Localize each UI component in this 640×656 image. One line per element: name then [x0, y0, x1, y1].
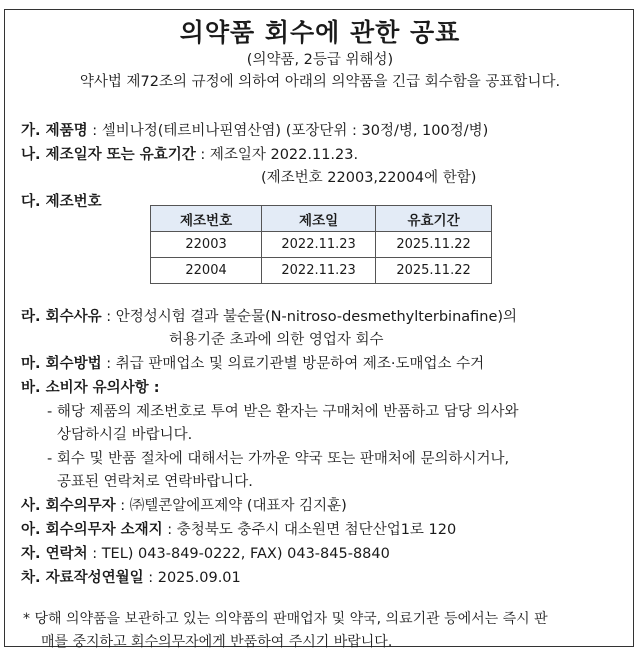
manufacture-date-cell: 2022.11.23: [262, 232, 376, 258]
expiry-date-cell: 2025.11.22: [376, 258, 492, 284]
contact-value: : TEL) 043-849-0222, FAX) 043-845-8840: [87, 546, 390, 562]
contact-label: 자. 연락처: [21, 546, 88, 562]
col-manufacture-date: 제조일: [262, 206, 376, 232]
col-expiry-date: 유효기간: [376, 206, 492, 232]
document-date-row: [21, 566, 241, 587]
consumer-notice-heading: 바. 소비자 유의사항 :: [21, 380, 160, 396]
lot-table-header: [151, 206, 492, 232]
risk-grade-subtitle: (의약품, 2등급 위해성): [246, 52, 394, 68]
manufacture-date-label: 나. 제조일자 또는 유효기간: [21, 147, 196, 163]
obligor-address-row: [21, 518, 456, 539]
recall-method-value: : 취급 판매업소 및 의료기관별 방문하여 제조·도매업소 수거: [101, 356, 485, 372]
lot-number-cell: 22004: [151, 258, 262, 284]
table-row: [151, 232, 492, 258]
lot-table: [150, 205, 492, 284]
expiry-date-cell: 2025.11.22: [376, 232, 492, 258]
footnote-line-1: * 당해 의약품을 보관하고 있는 의약품의 판매업자 및 약국, 의료기관 등에서는 즉시 판: [23, 611, 548, 627]
manufacture-date-note: (제조번호 22003,22004에 한함): [261, 170, 477, 186]
lot-number-heading: 다. 제조번호: [21, 194, 102, 210]
consumer-notice-bullet-1: - 해당 제품의 제조번호로 투여 받은 환자는 구매처에 반품하고 담당 의사와: [47, 404, 519, 420]
recall-reason-label: 라. 회수사유: [21, 309, 102, 325]
recall-reason-value: : 안정성시험 결과 불순물(N-nitroso-desmethylterbinafine)의: [101, 309, 518, 325]
manufacture-date-cell: 2022.11.23: [262, 258, 376, 284]
recall-reason-row: [21, 305, 517, 326]
obligor-address-value: : 충청북도 충주시 대소원면 첨단산업1로 120: [162, 522, 457, 538]
intro-statement: 약사법 제72조의 규정에 의하여 아래의 의약품을 긴급 회수함을 공표합니다.: [79, 74, 561, 90]
manufacture-date-row: [21, 143, 358, 164]
recall-obligor-row: [21, 494, 347, 515]
contact-row: [21, 542, 390, 563]
footnote-line-2: 매를 중지하고 회수의무자에게 반품하여 주시기 바랍니다.: [41, 634, 393, 650]
consumer-notice-bullet-2: - 회수 및 반품 절차에 대해서는 가까운 약국 또는 판매처에 문의하시거나,: [47, 451, 510, 467]
table-row: [151, 258, 492, 284]
col-lot-number: 제조번호: [151, 206, 262, 232]
consumer-notice-bullet-1-cont: 상담하시길 바랍니다.: [57, 427, 193, 443]
notice-frame: [4, 9, 634, 650]
lot-number-cell: 22003: [151, 232, 262, 258]
manufacture-date-value: : 제조일자 2022.11.23.: [195, 147, 359, 163]
page-title: 의약품 회수에 관한 공표: [179, 18, 461, 47]
product-name-label: 가. 제품명: [21, 123, 88, 139]
recall-reason-continued: 허용기준 초과에 의한 영업자 회수: [169, 332, 384, 348]
recall-obligor-value: : ㈜텔콘알에프제약 (대표자 김지훈): [115, 498, 347, 514]
consumer-notice-bullet-2-cont: 공표된 연락처로 연락바랍니다.: [57, 474, 253, 490]
recall-method-row: [21, 352, 484, 373]
recall-method-label: 마. 회수방법: [21, 356, 102, 372]
document-date-value: : 2025.09.01: [143, 570, 241, 586]
obligor-address-label: 아. 회수의무자 소재지: [21, 522, 163, 538]
product-name-row: [21, 119, 488, 140]
document-date-label: 차. 자료작성연월일: [21, 570, 144, 586]
recall-obligor-label: 사. 회수의무자: [21, 498, 116, 514]
product-name-value: : 셀비나정(테르비나핀염산염) (포장단위 : 30정/병, 100정/병): [87, 123, 489, 139]
